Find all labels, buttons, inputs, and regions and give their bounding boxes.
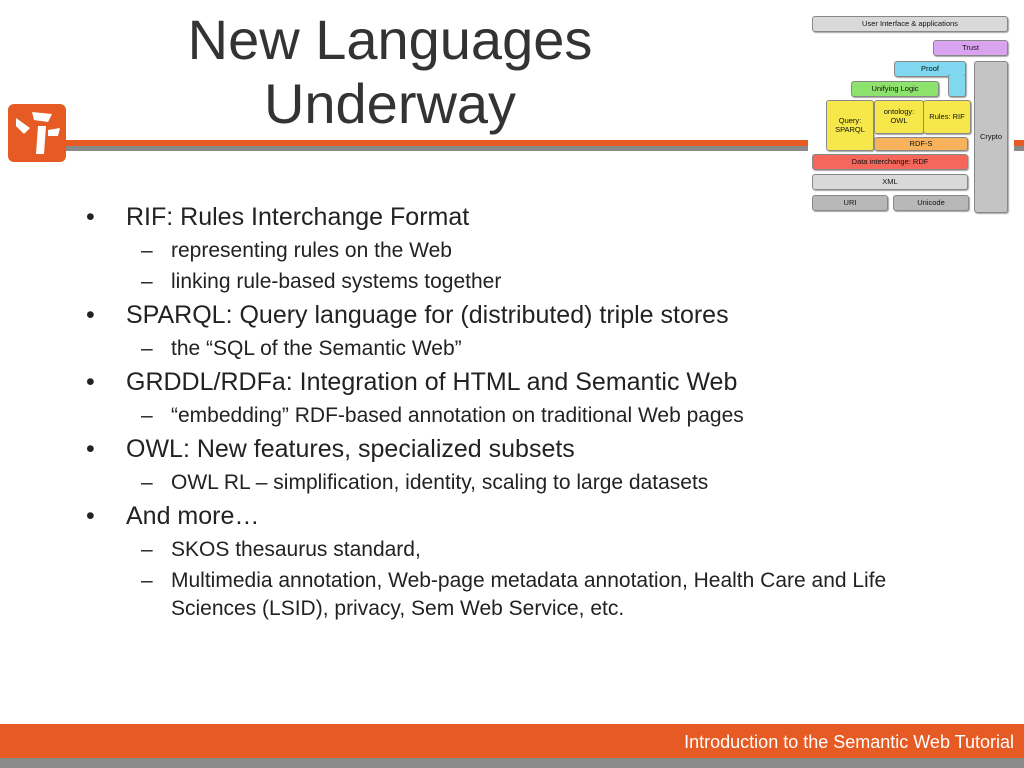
- bullet-text: GRDDL/RDFa: Integration of HTML and Semantic Web: [126, 368, 738, 396]
- stack-trust: Trust: [933, 40, 1008, 56]
- dash-marker: –: [141, 404, 153, 427]
- bullet-item: [86, 499, 946, 533]
- sub-bullet-item: [86, 536, 946, 564]
- dash-marker: –: [141, 471, 153, 494]
- bullet-text: OWL: New features, specialized subsets: [126, 435, 575, 463]
- stack-ontology-owl: ontology: OWL: [874, 100, 924, 134]
- stack-query-sparql: Query: SPARQL: [826, 100, 874, 151]
- dash-marker: –: [141, 538, 153, 561]
- slide-title: [130, 8, 650, 136]
- stack-proof: Proof: [894, 61, 966, 77]
- bullet-text: RIF: Rules Interchange Format: [126, 203, 470, 231]
- bullet-item: [86, 432, 946, 466]
- title-line-2: Underway: [263, 72, 517, 135]
- title-line-1: New Languages: [187, 8, 593, 71]
- sub-bullet-item: [86, 335, 946, 363]
- sub-bullet-item: [86, 469, 946, 497]
- bullet-item: [86, 298, 946, 332]
- bullet-marker: •: [86, 435, 95, 463]
- sub-bullet-text: SKOS thesaurus standard,: [171, 538, 421, 561]
- sub-bullet-item: [86, 237, 946, 265]
- stack-rules-rif: Rules: RIF: [923, 100, 971, 134]
- stack-data-interchange: Data interchange: RDF: [812, 154, 968, 170]
- bullet-marker: •: [86, 203, 95, 231]
- logo-mark-icon: [8, 104, 66, 162]
- bullet-item: [86, 200, 946, 234]
- stack-xml: XML: [812, 174, 968, 190]
- stack-proof-extension: [948, 74, 966, 97]
- dash-marker: –: [141, 337, 153, 360]
- dash-marker: –: [141, 270, 153, 293]
- stack-user-interface: User Interface & applications: [812, 16, 1008, 32]
- stack-crypto: Crypto: [974, 61, 1008, 213]
- bullet-list: [86, 198, 946, 623]
- sub-bullet-item: [86, 268, 946, 296]
- sub-bullet-item: [86, 402, 946, 430]
- stack-rdfs: RDF-S: [874, 137, 968, 151]
- bullet-marker: •: [86, 368, 95, 396]
- logo: [8, 104, 66, 162]
- bullet-text: SPARQL: Query language for (distributed) triple stores: [126, 301, 729, 329]
- sub-bullet-text: representing rules on the Web: [171, 239, 452, 262]
- dash-marker: –: [141, 569, 153, 592]
- sub-bullet-text: Multimedia annotation, Web-page metadata annotation, Health Care and Life Sciences (LSID), privacy, Sem Web Service, etc.: [171, 569, 887, 620]
- bullet-text: And more…: [126, 502, 260, 530]
- footer-rule: [0, 758, 1024, 768]
- stack-unicode: Unicode: [893, 195, 969, 211]
- stack-unifying-logic: Unifying Logic: [851, 81, 939, 97]
- bullet-item: [86, 365, 946, 399]
- sub-bullet-text: “embedding” RDF-based annotation on traditional Web pages: [171, 404, 744, 427]
- footer-text: Introduction to the Semantic Web Tutorial: [684, 732, 1014, 752]
- stack-uri: URI: [812, 195, 888, 211]
- sub-bullet-text: the “SQL of the Semantic Web”: [171, 337, 462, 360]
- sub-bullet-item: [86, 567, 946, 623]
- sub-bullet-text: OWL RL – simplification, identity, scaling to large datasets: [171, 471, 709, 494]
- bullet-marker: •: [86, 301, 95, 329]
- sub-bullet-text: linking rule-based systems together: [171, 270, 502, 293]
- footer-bar: [0, 724, 1024, 758]
- dash-marker: –: [141, 239, 153, 262]
- semantic-web-stack-diagram: [808, 12, 1013, 217]
- bullet-marker: •: [86, 502, 95, 530]
